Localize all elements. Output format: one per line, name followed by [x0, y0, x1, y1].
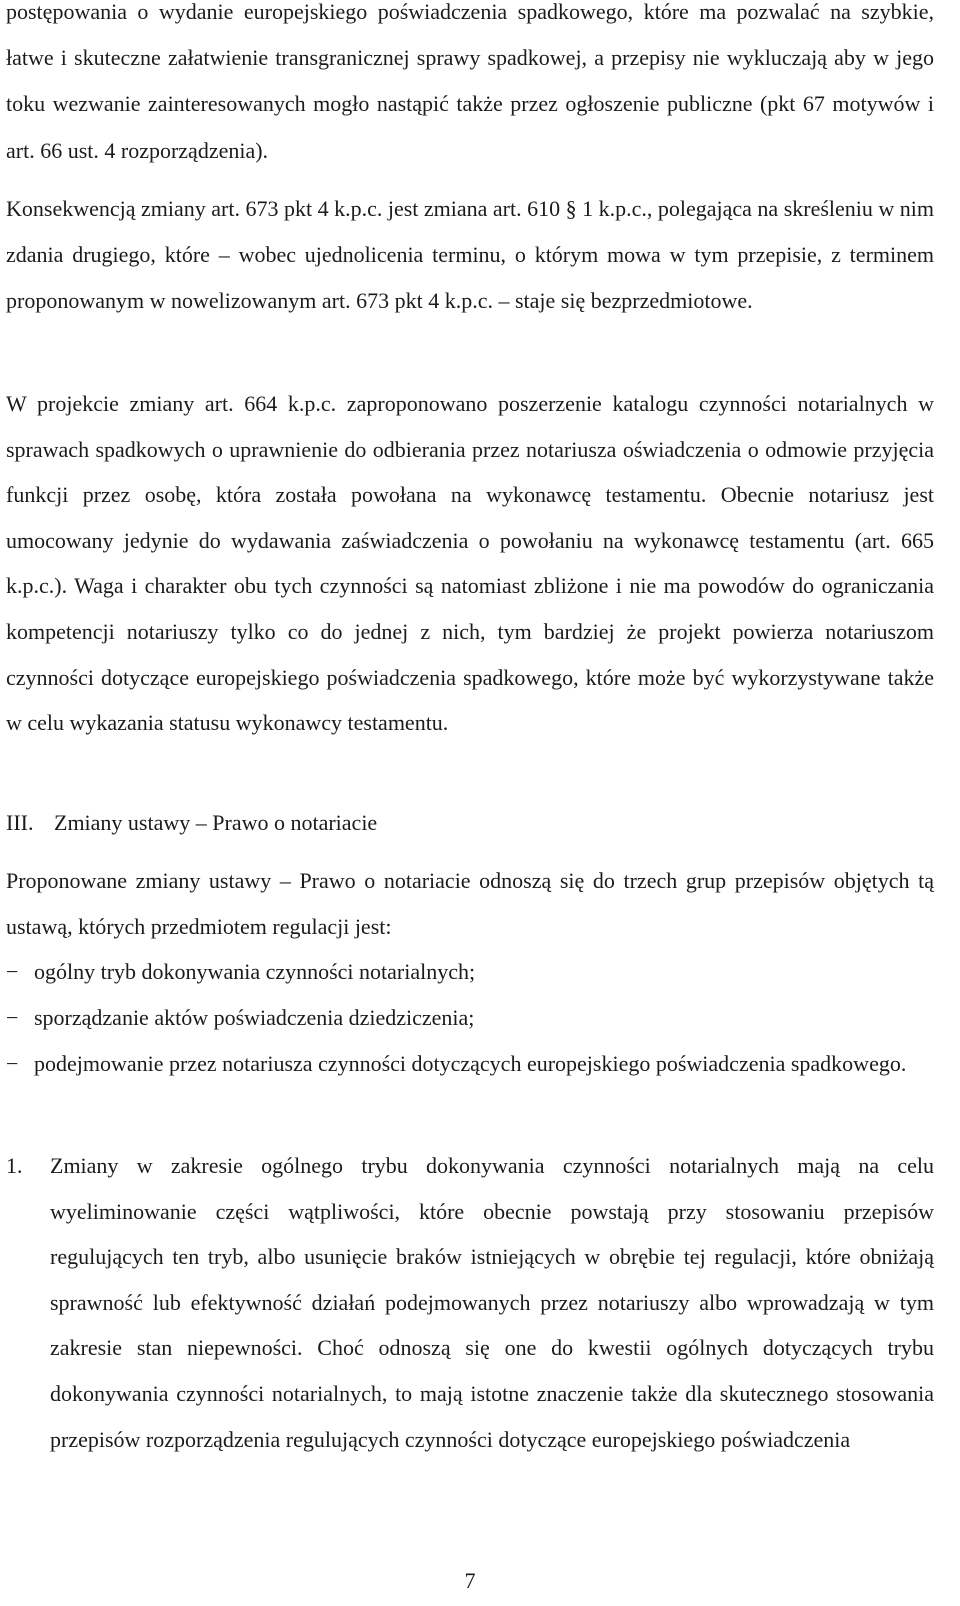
paragraph-article-664: W projekcie zmiany art. 664 k.p.c. zaproponowano poszerzenie katalogu czynności notarialnych w sprawach spadkowych o uprawnienie do odbierania przez notariusza oświadczenia o odmowie przyjęcia funkcji przez osobę, która została powołana na wykonawcę testamentu. Obecnie notariusz jest umocowany jedynie do wydawania zaświadczenia o powołaniu na wykonawcę testamentu (art. 665 k.p.c.). Waga i charakter obu tych czynności są natomiast zbliżone i nie ma powodów do ograniczania kompetencji notariuszy tylko co do jednej z nich, tym bardziej że projekt powierza notariuszom czynności dotyczące europejskiego poświadczenia spadkowego, które może być wykorzystywane także w celu wykazania statusu wykonawcy testamentu. — [6, 391, 934, 736]
numbered-item — [6, 1143, 934, 1462]
item-number: 1. — [6, 1153, 23, 1178]
numbered-list — [6, 1143, 934, 1462]
list-item-text: ogólny tryb dokonywania czynności notarialnych; — [34, 959, 476, 984]
list-item — [6, 1041, 934, 1087]
section-title: Zmiany ustawy – Prawo o notariacie — [54, 810, 378, 835]
list-item-text: podejmowanie przez notariusza czynności dotyczących europejskiego poświadczenia spadkowego. — [34, 1051, 907, 1076]
paragraph-continuation: postępowania o wydanie europejskiego poświadczenia spadkowego, które ma pozwalać na szybkie, łatwe i skuteczne załatwienie transgranicznej sprawy spadkowej, a przepisy nie wykluczają aby w jego toku wezwanie zainteresowanych mogło nastąpić także przez ogłoszenie publiczne (pkt 67 motywów i art. 66 ust. 4 rozporządzenia). — [6, 0, 934, 163]
section-heading — [6, 800, 934, 846]
list-item — [6, 949, 934, 995]
dash-list — [6, 949, 934, 1087]
paragraph-intro: Proponowane zmiany ustawy – Prawo o notariacie odnoszą się do trzech grup przepisów objętych tą ustawą, których przedmiotem regulacji jest: — [6, 868, 934, 940]
dash-marker: − — [6, 1051, 19, 1076]
dash-marker: − — [6, 959, 19, 984]
list-item-text: sporządzanie aktów poświadczenia dziedziczenia; — [34, 1005, 475, 1030]
paragraph-article-610: Konsekwencją zmiany art. 673 pkt 4 k.p.c. jest zmiana art. 610 § 1 k.p.c., polegająca na skreśleniu w nim zdania drugiego, które – wobec ujednolicenia terminu, o którym mowa w tym przepisie, z terminem proponowanym w nowelizowanym art. 673 pkt 4 k.p.c. – staje się bezprzedmiotowe. — [6, 196, 935, 314]
numbered-item-text: Zmiany w zakresie ogólnego trybu dokonywania czynności notarialnych mają na celu wyeliminowanie części wątpliwości, które obecnie powstają przy stosowaniu przepisów regulujących ten tryb, albo usunięcie braków istniejących w obrębie tej regulacji, które obniżają sprawność lub efektywność działań podejmowanych przez notariuszy albo wprowadzają w tym zakresie stan niepewności. Choć odnoszą się one do kwestii ogólnych dotyczących trybu dokonywania czynności notarialnych, to mają istotne znaczenie także dla skutecznego stosowania przepisów rozporządzenia regulujących czynności dotyczące europejskiego poświadczenia — [50, 1153, 934, 1452]
page-number: 7 — [464, 1568, 476, 1593]
section-number: III. — [6, 810, 34, 835]
list-item — [6, 995, 934, 1041]
dash-marker: − — [6, 1005, 19, 1030]
